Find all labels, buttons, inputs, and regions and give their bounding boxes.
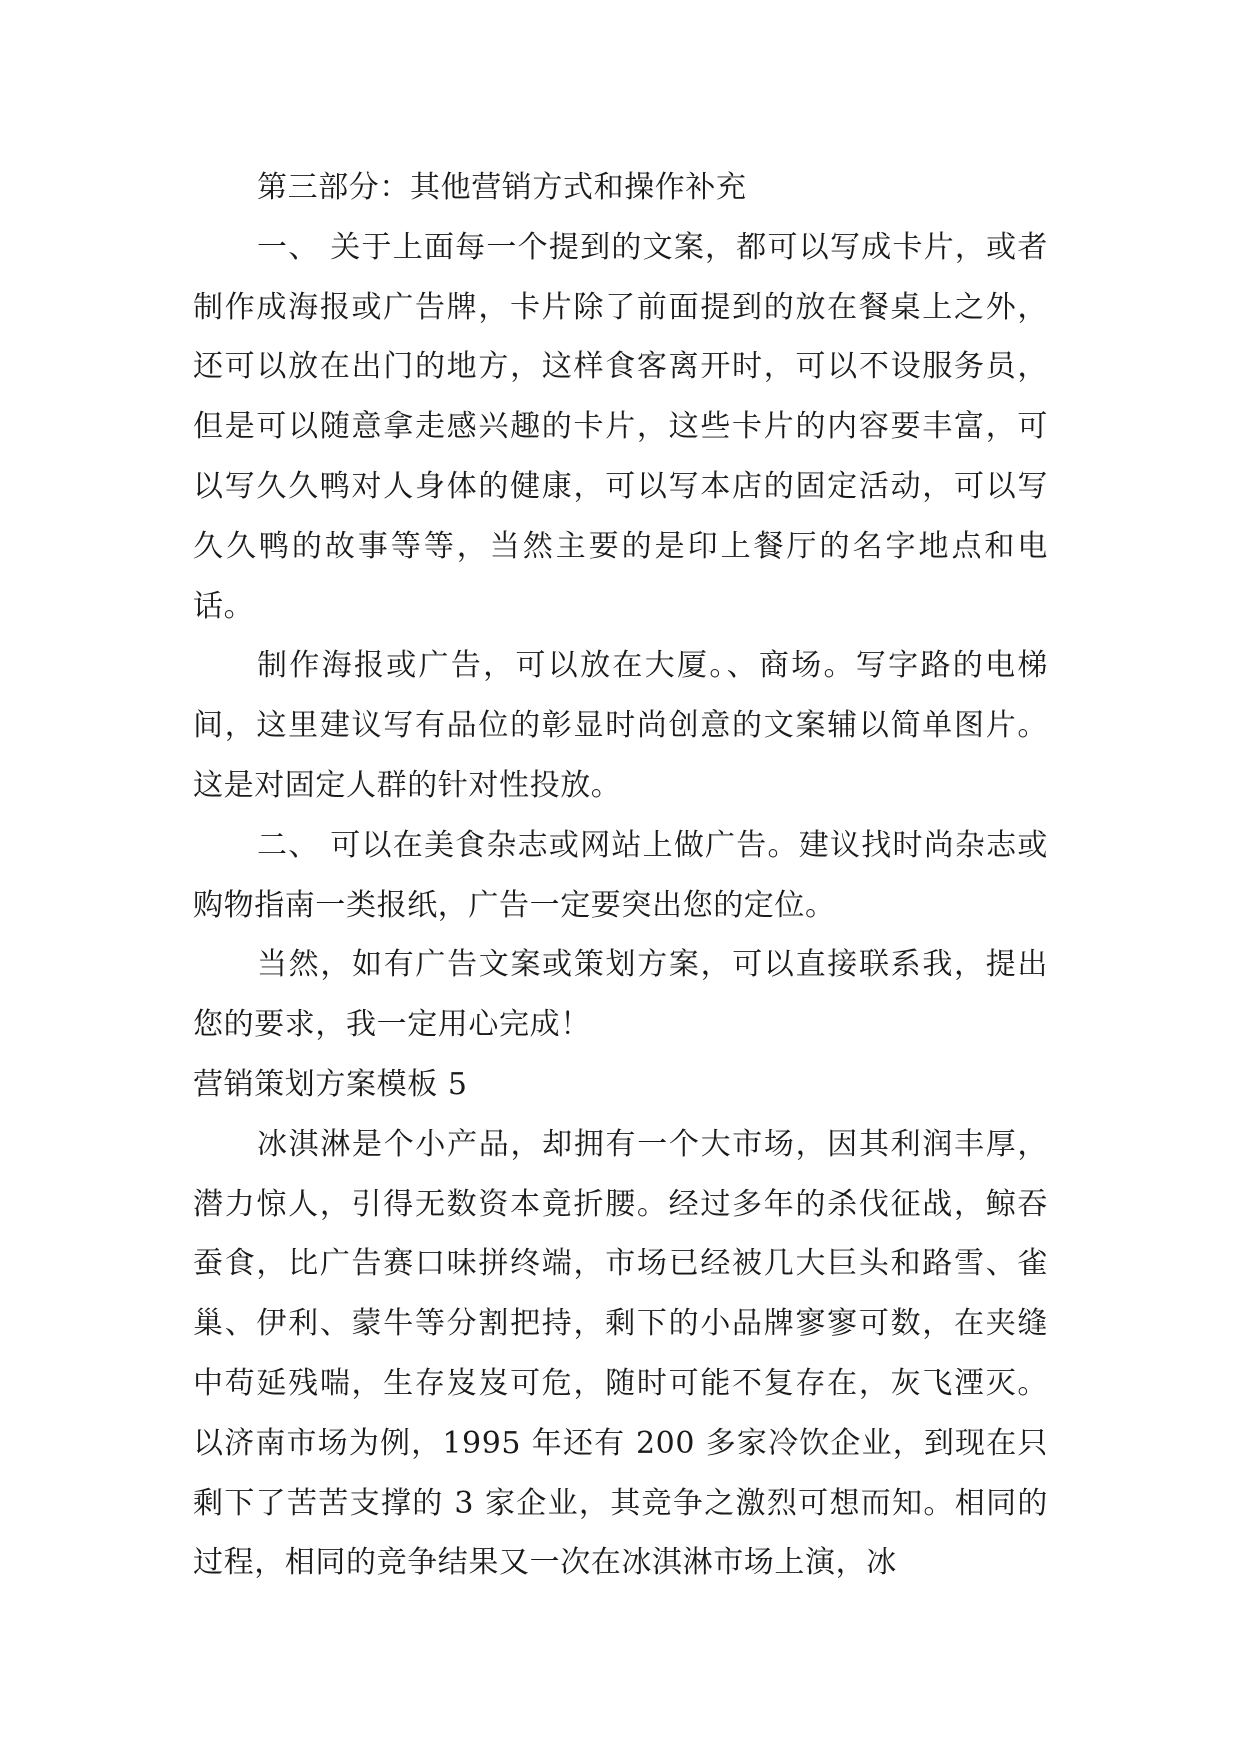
- template-5-title: 营销策划方案模板 5: [193, 1066, 468, 1102]
- paragraph-contact: 当然，如有广告文案或策划方案，可以直接联系我，提出您的要求，我一定用心完成！: [193, 947, 1048, 1043]
- paragraph-icecream-intro: 冰淇淋是个小产品，却拥有一个大市场，因其利润丰厚，潜力惊人，引得无数资本竟折腰。经过多年的杀伐征战，鲸吞蚕食，比广告赛口味拼终端，市场已经被几大巨头和路雪、雀巢、伊利、蒙牛等分割把持，剩下的小品牌寥寥可数，在夹缝中苟延残喘，生存岌岌可危，随时可能不复存在，灰飞湮灭。以济南市场为例，1995 年还有 200 多家冷饮企业，到现在只剩下了苦苦支撑的 3 家企业，其竞争之激烈可想而知。相同的过程，相同的竞争结果又一次在冰淇淋市场上演，冰: [193, 1126, 1048, 1581]
- paragraph-posters: 制作海报或广告，可以放在大厦。、商场。写字路的电梯间，这里建议写有品位的彰显时尚创意的文案辅以简单图片。这是对固定人群的针对性投放。: [193, 648, 1048, 803]
- paragraph-item-2-magazines: 二、 可以在美食杂志或网站上做广告。建议找时尚杂志或购物指南一类报纸，广告一定要突出您的定位。: [193, 827, 1048, 923]
- section-heading-part-3: 第三部分：其他营销方式和操作补充: [257, 170, 747, 205]
- paragraph-item-1-cards: 一、 关于上面每一个提到的文案，都可以写成卡片，或者制作成海报或广告牌，卡片除了前面提到的放在餐桌上之外，还可以放在出门的地方，这样食客离开时，可以不设服务员，但是可以随意拿走感兴趣的卡片，这些卡片的内容要丰富，可以写久久鸭对人身体的健康，可以写本店的固定活动，可以写久久鸭的故事等等，当然主要的是印上餐厅的名字地点和电话。: [193, 229, 1048, 624]
- document-body: [193, 158, 1048, 1593]
